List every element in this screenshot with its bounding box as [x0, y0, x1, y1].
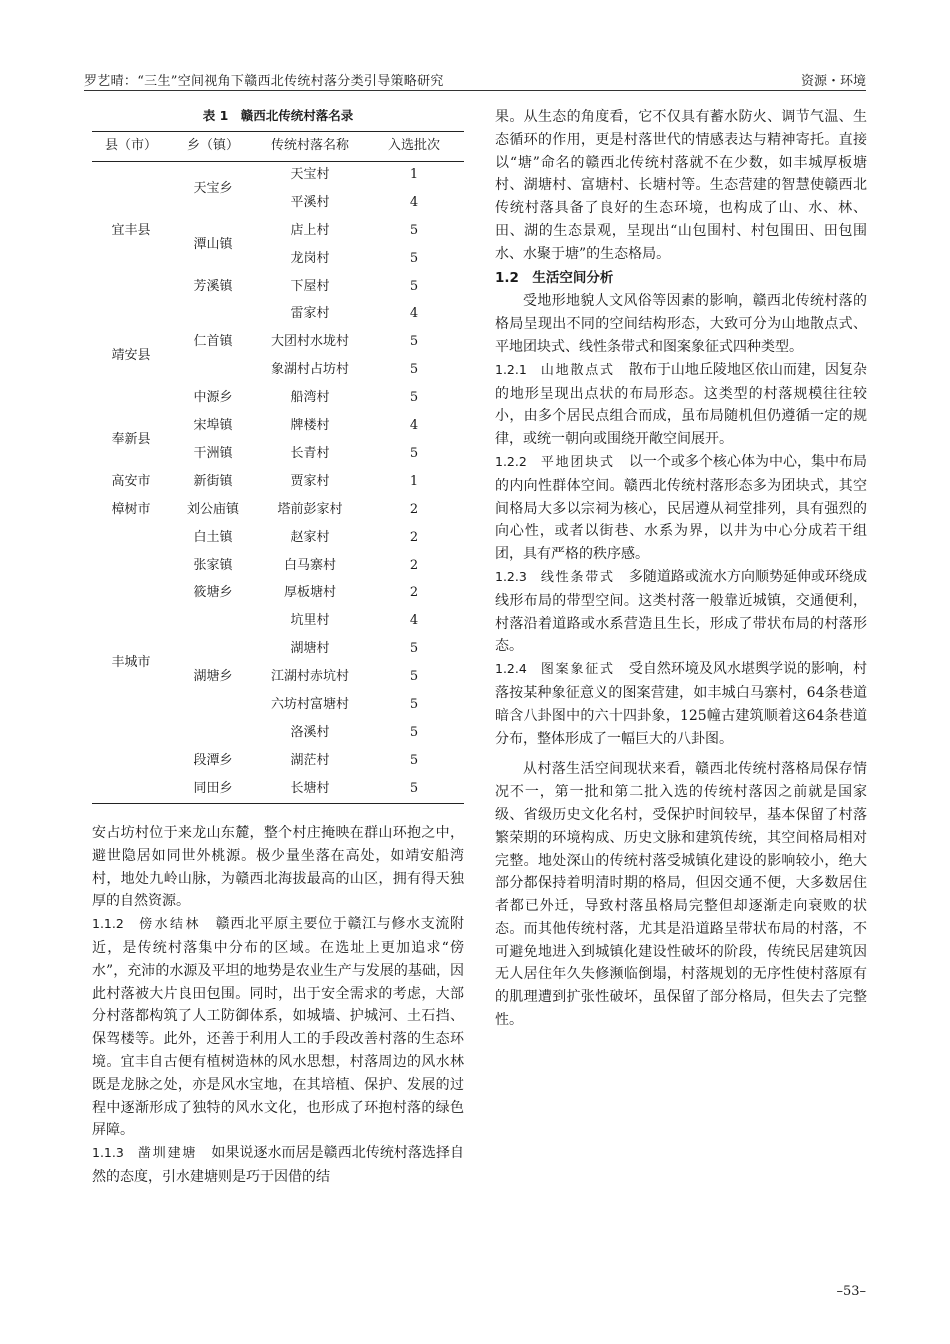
table-cell-batch: 5: [409, 222, 419, 238]
table-bottom-rule: [92, 803, 464, 804]
table-header-cell: 乡（镇）: [186, 138, 239, 153]
left-column: [92, 822, 464, 1189]
subsection-1-2-1: [495, 359, 867, 451]
table-cell-town: 芳溪镇: [193, 278, 233, 294]
right-column: [495, 106, 867, 1032]
table-cell-town: 筱塘乡: [193, 585, 233, 601]
table-cell-county: 宜丰县: [111, 222, 151, 238]
table-cell-batch: 4: [409, 613, 419, 629]
table-cell-town: 刘公庙镇: [186, 501, 239, 517]
table-cell-town: 中源乡: [193, 390, 233, 406]
subsection-title: 傍水结林: [139, 917, 201, 933]
paragraph: 从村落生活空间现状来看，赣西北传统村落格局保存情况不一，第一批和第二批入选的传统村落因之前就是国家级、省级历史文化名村，受保护时间较早，基本保留了村落繁荣期的环境构成、历史文脉和建筑传统，其空间格局相对完整。地处深山的传统村落受城镇化建设的影响较小，绝大部分都保持着明清时期的格局，但因交通不便，大多数居住者都已外迁，导致村落虽格局完整但却逐渐走向衰败的状态。而其他传统村落，尤其是沿道路呈带状布局的村落，不可避免地进入到城镇化建设性破坏的阶段，传统民居建筑因无人居住年久失修濒临倒塌，村落规划的无序性使村落原有的肌理遭到扩张性破坏，虽保留了部分格局，但失去了完整性。: [495, 761, 867, 1029]
section-heading-1-2: [495, 267, 867, 290]
table-cell-village: 下屋村: [290, 278, 330, 294]
table-cell-batch: 1: [409, 166, 419, 182]
subsection-number: 1.2.1: [495, 361, 527, 377]
paragraph: 受地形地貌人文风俗等因素的影响，赣西北传统村落的格局呈现出不同的空间结构形态，大致可分为山地散点式、平地团块式、线性条带式和图案象征式四种类型。: [495, 293, 867, 355]
subsection-1-1-2: [92, 913, 464, 1142]
table-cell-batch: 5: [409, 278, 419, 294]
subsection-number: 1.2.2: [495, 453, 527, 469]
subsection-number: 1.2.3: [495, 568, 527, 584]
subsection-1-1-3: [92, 1142, 464, 1189]
table-cell-town: 湖塘乡: [193, 669, 233, 685]
table-cell-village: 赵家村: [290, 529, 330, 545]
subsection-text: 多随道路或流水方向顺势延伸或环绕成线形布局的带型空间。这类村落一般靠近城镇，交通便利，村落沿着道路或水系营造且生长，形成了带状布局的村落形态。: [495, 568, 868, 655]
table-cell-batch: 5: [409, 334, 419, 350]
table-cell-town: 潭山镇: [193, 236, 233, 252]
paragraph: 安占坊村位于来龙山东麓，整个村庄掩映在群山环抱之中，避世隐居如同世外桃源。极少量坐落在高处，如靖安船湾村，地处九岭山脉，为赣西北海拔最高的山区，拥有得天独厚的自然资源。: [92, 825, 464, 910]
table-cell-village: 天宝村: [290, 166, 330, 182]
table-cell-batch: 4: [409, 194, 419, 210]
table-cell-batch: 2: [409, 557, 419, 573]
table-header-rule: [92, 161, 464, 162]
subsection-text: 受自然环境及风水堪舆学说的影响，村落按某种象征意义的图案营建，如丰城白马寨村，64条巷道暗含八卦图中的六十四卦象，125幢古建筑顺着这64条巷道分布，整体形成了一幅巨大的八卦图。: [495, 661, 868, 747]
table-cell-town: 新街镇: [193, 473, 233, 489]
subsection-1-2-4: [495, 658, 867, 750]
table-cell-batch: 5: [409, 697, 419, 713]
table-cell-county: 靖安县: [111, 348, 151, 364]
table-cell-village: 六坊村富塘村: [270, 697, 349, 713]
table-cell-village: 船湾村: [290, 390, 330, 406]
table-cell-village: 雷家村: [290, 306, 330, 322]
subsection-title: 线性条带式: [540, 569, 615, 585]
header-rule: [84, 90, 866, 91]
table-cell-town: 天宝乡: [193, 180, 233, 196]
table-cell-village: 湖塘村: [290, 641, 330, 657]
table-top-rule: [92, 131, 464, 132]
table-cell-village: 大团村水垅村: [270, 334, 349, 350]
table-title: 表 1 赣西北传统村落名录: [202, 108, 354, 123]
table-cell-town: 段潭乡: [193, 752, 233, 768]
table-cell-village: 湖茫村: [290, 752, 330, 768]
table-cell-village: 白马寨村: [283, 557, 336, 573]
table-header-cell: 县（市）: [104, 138, 157, 153]
table-cell-batch: 5: [409, 780, 419, 796]
subsection-text: 赣西北平原主要位于赣江与修水支流附近，是传统村落集中分布的区域。在选址上更加追求“傍水”，充沛的水源及平坦的地势是农业生产与发展的基础，因此村落被大片良田包围。同时，出于安全需求的考虑，大部分村落都构筑了人工防御体系，如城墙、护城河、土石挡、保驾楼等。此外，还善于利用人工的手段改善村落的生态环境。宜丰自古便有植树造林的风水思想，村落周边的风水林既是龙脉之处，亦是风水宝地，在其培植、保护、发展的过程中逐渐形成了独特的风水文化，也形成了环抱村落的绿色屏障。: [92, 916, 465, 1139]
table-cell-county: 奉新县: [111, 432, 151, 447]
subsection-text: 散布于山地丘陵地区依山而建，因复杂的地形呈现出点状的布局形态。这类型的村落规模往往较小，由多个居民点组合而成，虽布局随机但仍遵循一定的规律，或统一朝向或围绕开敞空间展开。: [495, 361, 868, 448]
table-cell-village: 牌楼村: [290, 418, 330, 434]
table-cell-village: 长青村: [290, 445, 330, 461]
subsection-title: 图案象征式: [540, 662, 615, 678]
table-cell-batch: 4: [409, 306, 419, 322]
table-cell-batch: 5: [409, 669, 419, 685]
subsection-title: 平地团块式: [540, 454, 615, 470]
table-cell-batch: 1: [409, 473, 419, 489]
table-cell-batch: 2: [409, 529, 419, 545]
table-cell-village: 长塘村: [290, 780, 330, 796]
subsection-1-2-2: [495, 451, 867, 566]
table-cell-county: 樟树市: [111, 501, 151, 517]
table-cell-batch: 5: [409, 390, 419, 406]
table-cell-county: 高安市: [111, 473, 151, 489]
table-cell-batch: 5: [409, 752, 419, 768]
table-cell-batch: 5: [409, 724, 419, 740]
table-cell-town: 白土镇: [193, 529, 233, 545]
paragraph: 果。从生态的角度看，它不仅具有蓄水防火、调节气温、生态循环的作用，更是村落世代的情感表达与精神寄托。直接以“塘”命名的赣西北传统村落就不在少数，如丰城厚板塘村、湖塘村、富塘村、长塘村等。生态营建的智慧使赣西北传统村落具备了良好的生态环境，也构成了山、水、林、田、湖的生态景观，呈现出“山包围村、村包围田、田包围水、水聚于塘”的生态格局。: [495, 109, 867, 262]
table-cell-town: 仁首镇: [193, 334, 233, 350]
table-cell-village: 龙岗村: [290, 250, 330, 266]
table-cell-village: 洛溪村: [290, 724, 330, 740]
running-header-title: 罗艺晴：“三生”空间视角下赣西北传统村落分类引导策略研究: [84, 74, 444, 89]
table-cell-village: 江湖村赤坑村: [270, 669, 349, 685]
table-cell-town: 宋埠镇: [193, 418, 233, 434]
table-cell-batch: 5: [409, 445, 419, 461]
section-number: 1.2: [495, 269, 519, 286]
table-header-cell: 传统村落名称: [270, 138, 349, 153]
table-cell-village: 象湖村占坊村: [270, 362, 349, 378]
table-cell-village: 厚板塘村: [283, 585, 336, 601]
running-header-section: 资源・环境: [800, 74, 866, 89]
subsection-number: 1.2.4: [495, 661, 527, 677]
subsection-text: 如果说逐水而居是赣西北传统村落选择自然的态度，引水建塘则是巧于因借的结: [92, 1145, 465, 1185]
table-cell-village: 平溪村: [290, 194, 330, 210]
section-title: 生活空间分析: [532, 269, 614, 286]
table-cell-batch: 5: [409, 362, 419, 378]
page-number: –53–: [836, 1284, 866, 1299]
table-cell-batch: 2: [409, 585, 419, 601]
subsection-title: 凿圳建塘: [137, 1146, 198, 1162]
subsection-number: 1.1.3: [92, 1145, 124, 1161]
table-cell-town: 干洲镇: [193, 445, 233, 461]
table-cell-batch: 2: [409, 501, 419, 517]
table-cell-village: 店上村: [290, 222, 330, 238]
table-cell-town: 张家镇: [193, 557, 233, 573]
table-cell-county: 丰城市: [111, 655, 151, 671]
table-cell-village: 塔前彭家村: [277, 501, 343, 517]
subsection-number: 1.1.2: [92, 916, 124, 932]
table-cell-town: 同田乡: [193, 780, 233, 796]
subsection-1-2-3: [495, 566, 867, 658]
table-cell-batch: 5: [409, 641, 419, 657]
subsection-title: 山地散点式: [540, 362, 615, 378]
table-cell-batch: 5: [409, 250, 419, 266]
table-cell-batch: 4: [409, 418, 419, 434]
table-cell-village: 贾家村: [290, 473, 330, 489]
table-cell-village: 坑里村: [290, 613, 330, 629]
subsection-text: 以一个或多个核心体为中心，集中布局的内向性群体空间。赣西北传统村落形态多为团块式，其空间格局大多以宗祠为核心，民居遵从祠堂排列，具有强烈的向心性，或者以街巷、水系为界，以井为中心分成若干组团，具有严格的秩序感。: [495, 453, 868, 563]
table-header-cell: 入选批次: [387, 138, 440, 153]
